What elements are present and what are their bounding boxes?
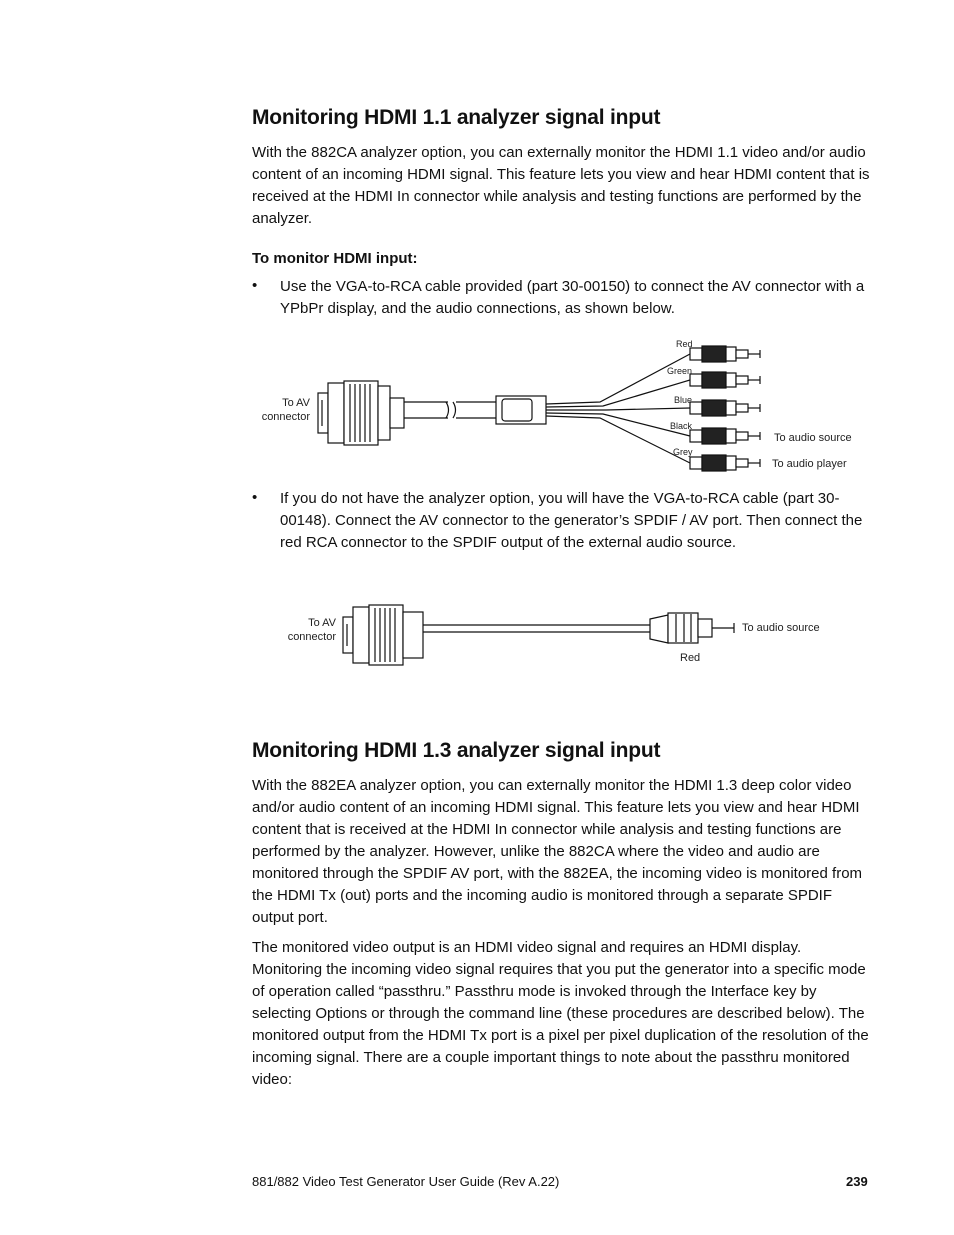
section-heading-hdmi-1-1: Monitoring HDMI 1.1 analyzer signal input [252, 106, 661, 129]
fig2-av-label: To AV connector [287, 617, 336, 643]
fig1-audio-player-label: To audio player [772, 458, 847, 470]
page-number: 239 [846, 1174, 868, 1189]
bullet-marker: • [252, 277, 258, 294]
wire-label-red: Red [676, 339, 693, 349]
section-1-paragraph: With the 882CA analyzer option, you can externally monitor the HDMI 1.1 video and/or audio content of an incoming HDMI signal. This feature lets you view and hear HDMI content that is received at the HDMI In connector while analysis and testing functions are performed by the analyzer. [252, 144, 870, 227]
footer-title: 881/882 Video Test Generator User Guide (Rev A.22) [252, 1174, 560, 1189]
fig1-audio-source-label: To audio source [774, 432, 852, 444]
wire-label-blue: Blue [674, 395, 693, 405]
bullet-marker: • [252, 489, 258, 506]
section-2-paragraph-2: The monitored video output is an HDMI video signal and requires an HDMI display. Monitoring the incoming video signal requires that you put the generator into a specific mode of operation called “passthru.” Passthru mode is invoked through the Interface key by selecting Options or through the command line (these procedures are described below). The monitored output from the HDMI Tx port is a pixel per pixel duplication of the resolution of the incoming signal. There are a couple important things to note about the passthru monitored video: [252, 939, 869, 1088]
fig1-av-label: To AV connector [261, 397, 310, 423]
bullet-item-2: If you do not have the analyzer option, you will have the VGA-to-RCA cable (part 30-00148). Connect the AV connector to the generator’s SPDIF / AV port. Then connect the red RCA connector to the SPDIF output of the external audio source. [280, 490, 863, 551]
fig2-red-label: Red [680, 652, 701, 664]
wire-label-black: Black [670, 421, 693, 431]
fig2-audio-source-label: To audio source [742, 622, 820, 634]
section-2-paragraph-1: With the 882EA analyzer option, you can externally monitor the HDMI 1.3 deep color video and/or audio content of an incoming HDMI signal. This feature lets you view and hear HDMI content that is received at the HDMI In connector while analysis and testing functions are performed by the analyzer. However, unlike the 882CA where the video and audio are monitored through the SPDIF AV port, with the 882EA, the incoming video is monitored from the HDMI Tx (out) ports and the incoming audio is monitored through a separate SPDIF output port. [252, 777, 863, 926]
section-heading-hdmi-1-3: Monitoring HDMI 1.3 analyzer signal input [252, 739, 661, 762]
bullet-item-1: Use the VGA-to-RCA cable provided (part 30-00150) to connect the AV connector with a YPbPr display, and the audio connections, as shown below. [280, 278, 865, 317]
wire-label-green: Green [667, 366, 693, 376]
wire-label-grey: Grey [673, 447, 693, 457]
procedure-title: To monitor HDMI input: [252, 250, 418, 267]
